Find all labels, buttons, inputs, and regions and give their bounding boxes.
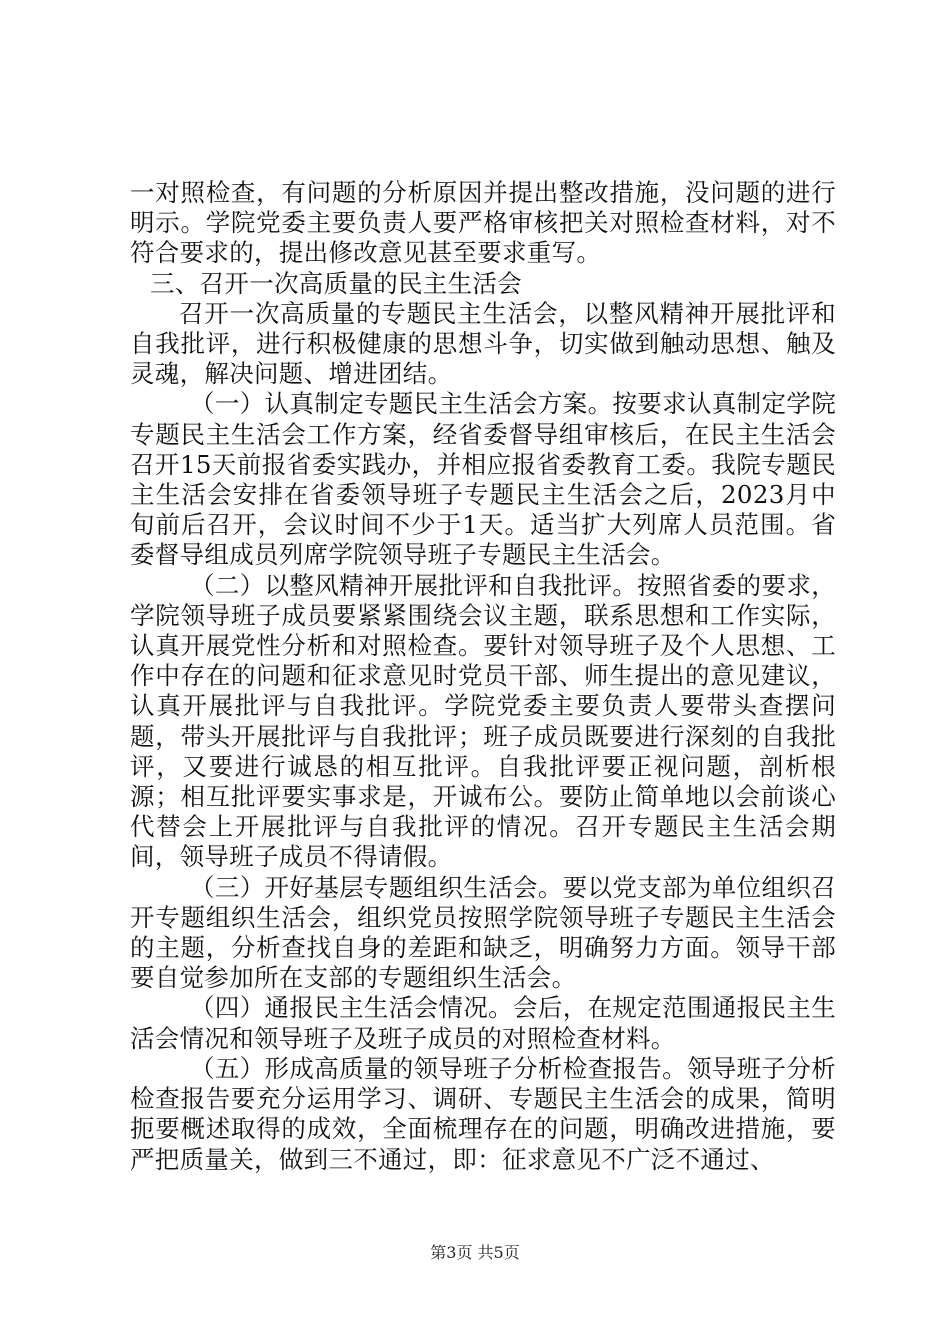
- page-number-footer: 第3页 共5页: [430, 1243, 520, 1262]
- paragraph-item-1: （一）认真制定专题民主生活会方案。按要求认真制定学院专题民主生活会工作方案，经省委督导组审核后，在民主生活会召开15天前报省委实践办，并相应报省委教育工委。我院专题民主生活会安排在省委领导班子专题民主生活会之后，2023月中旬前后召开，会议时间不少于1天。适当扩大列席人员范围。省委督导组成员列席学院领导班子专题民主生活会。: [130, 389, 836, 570]
- section-heading: 三、召开一次高质量的民主生活会: [150, 268, 522, 298]
- paragraph-item-5: （五）形成高质量的领导班子分析检查报告。领导班子分析检查报告要充分运用学习、调研、专题民主生活会的成果，简明扼要概述取得的成效，全面梳理存在的问题，明确改进措施，要严把质量关，做到三不通过，即：征求意见不广泛不通过、: [130, 1053, 836, 1174]
- document-body: [130, 178, 836, 1175]
- paragraph-intro: 召开一次高质量的专题民主生活会，以整风精神开展批评和自我批评，进行积极健康的思想斗争，切实做到触动思想、触及灵魂，解决问题、增进团结。: [130, 298, 836, 389]
- paragraph-item-3: （三）开好基层专题组织生活会。要以党支部为单位组织召开专题组织生活会，组织党员按照学院领导班子专题民主生活会的主题，分析查找自身的差距和缺乏，明确努力方面。领导干部要自觉参加所在支部的专题组织生活会。: [130, 872, 836, 993]
- paragraph-item-4: （四）通报民主生活会情况。会后，在规定范围通报民主生活会情况和领导班子及班子成员的对照检查材料。: [130, 993, 836, 1053]
- paragraph-item-2: （二）以整风精神开展批评和自我批评。按照省委的要求，学院领导班子成员要紧紧围绕会议主题，联系思想和工作实际，认真开展党性分析和对照检查。要针对领导班子及个人思想、工作中存在的问题和征求意见时党员干部、师生提出的意见建议，认真开展批评与自我批评。学院党委主要负责人要带头查摆问题，带头开展批评与自我批评；班子成员既要进行深刻的自我批评，又要进行诚恳的相互批评。自我批评要正视问题，剖析根源；相互批评要实事求是，开诚布公。要防止简单地以会前谈心代替会上开展批评与自我批评的情况。召开专题民主生活会期间，领导班子成员不得请假。: [130, 570, 836, 872]
- paragraph-continuation: 一对照检查，有问题的分析原因并提出整改措施，没问题的进行明示。学院党委主要负责人要严格审核把关对照检查材料，对不符合要求的，提出修改意见甚至要求重写。: [130, 178, 836, 268]
